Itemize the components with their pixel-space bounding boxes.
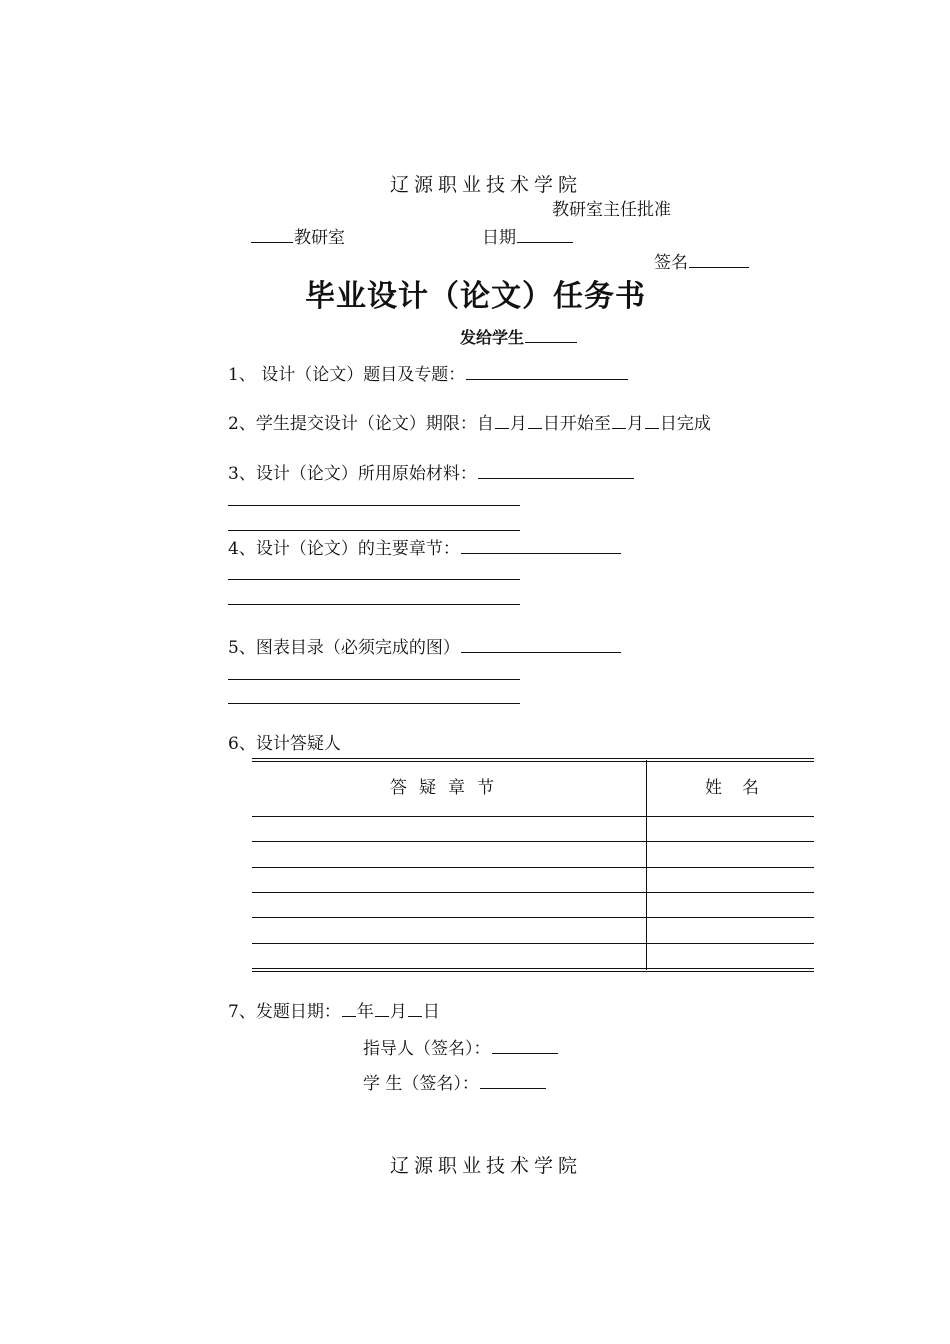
start-day-blank[interactable] bbox=[528, 413, 542, 429]
sign-blank[interactable] bbox=[689, 252, 749, 268]
table-row-border bbox=[252, 917, 814, 918]
office-name-blank[interactable] bbox=[251, 227, 293, 243]
item-1-label: 1、 设计（论文）题目及专题： bbox=[228, 365, 466, 385]
director-approval-label: 教研室主任批准 bbox=[552, 200, 671, 220]
item-3-materials bbox=[228, 463, 635, 483]
item-1-topic bbox=[228, 364, 629, 384]
advisor-signature-blank[interactable] bbox=[492, 1038, 558, 1054]
complete-text: 日完成 bbox=[659, 414, 711, 434]
student-signature-line bbox=[363, 1073, 547, 1093]
figures-blank[interactable] bbox=[461, 637, 621, 653]
issued-to-line bbox=[460, 327, 578, 346]
year-blank[interactable] bbox=[342, 1001, 356, 1017]
chapters-blank[interactable] bbox=[461, 538, 621, 554]
document-title: 毕业设计（论文）任务书 bbox=[305, 279, 646, 314]
table-row-border bbox=[252, 841, 814, 842]
item-6-label: 6、设计答疑人 bbox=[228, 734, 341, 754]
table-row-border bbox=[252, 892, 814, 893]
end-day-blank[interactable] bbox=[645, 413, 659, 429]
materials-blank[interactable] bbox=[478, 463, 634, 479]
year-text: 年 bbox=[356, 1002, 374, 1022]
month-text: 月 bbox=[626, 414, 644, 434]
table-row-border bbox=[252, 943, 814, 944]
table-bottom-border-outer bbox=[252, 971, 814, 972]
item-2-label: 2、学生提交设计（论文）期限：自 bbox=[228, 414, 494, 434]
month-blank[interactable] bbox=[375, 1001, 389, 1017]
table-bottom-border bbox=[252, 968, 814, 969]
day-text: 日 bbox=[422, 1002, 440, 1022]
table-row-border bbox=[252, 867, 814, 868]
month-text: 月 bbox=[389, 1002, 407, 1022]
item-3-label: 3、设计（论文）所用原始材料： bbox=[228, 464, 477, 484]
student-signature-blank[interactable] bbox=[480, 1073, 546, 1089]
item-7-issue-date bbox=[228, 1001, 440, 1021]
start-month-blank[interactable] bbox=[495, 413, 509, 429]
month-text: 月 bbox=[509, 414, 527, 434]
date-blank[interactable] bbox=[517, 227, 573, 243]
chapters-line-3[interactable] bbox=[228, 604, 520, 605]
advisor-signature-label: 指导人（签名）： bbox=[363, 1039, 491, 1059]
table-column-divider bbox=[646, 760, 647, 970]
chapters-line-2[interactable] bbox=[228, 579, 520, 580]
item-4-label: 4、设计（论文）的主要章节： bbox=[228, 539, 460, 559]
item-4-chapters bbox=[228, 538, 622, 558]
item-5-label: 5、图表目录（必须完成的图） bbox=[228, 638, 460, 658]
student-name-blank[interactable] bbox=[525, 327, 577, 343]
issued-to-label: 发给学生 bbox=[460, 328, 525, 347]
figures-line-3[interactable] bbox=[228, 703, 520, 704]
college-name-top: 辽源职业技术学院 bbox=[390, 174, 583, 196]
item-2-period bbox=[228, 413, 711, 433]
topic-blank[interactable] bbox=[466, 364, 628, 380]
student-signature-label: 学 生（签名）： bbox=[363, 1074, 479, 1094]
college-name-bottom: 辽源职业技术学院 bbox=[390, 1155, 583, 1177]
end-month-blank[interactable] bbox=[612, 413, 626, 429]
sign-line bbox=[654, 252, 750, 272]
item-7-label: 7、发题日期： bbox=[228, 1002, 341, 1022]
date-line bbox=[482, 227, 574, 247]
day-blank[interactable] bbox=[408, 1001, 422, 1017]
sign-label: 签名 bbox=[654, 253, 688, 273]
materials-line-3[interactable] bbox=[228, 530, 520, 531]
table-top-border bbox=[252, 758, 814, 759]
office-line bbox=[250, 227, 345, 247]
table-header-chapters: 答疑章节 bbox=[390, 778, 506, 798]
figures-line-2[interactable] bbox=[228, 679, 520, 680]
table-header-name: 姓名 bbox=[705, 778, 779, 798]
table-top-border-inner bbox=[252, 761, 814, 762]
item-5-figures bbox=[228, 637, 622, 657]
advisor-signature-line bbox=[363, 1038, 559, 1058]
materials-line-2[interactable] bbox=[228, 505, 520, 506]
office-suffix: 教研室 bbox=[294, 228, 345, 248]
date-label: 日期 bbox=[482, 228, 516, 248]
table-row-border bbox=[252, 816, 814, 817]
start-text: 日开始至 bbox=[542, 414, 611, 434]
